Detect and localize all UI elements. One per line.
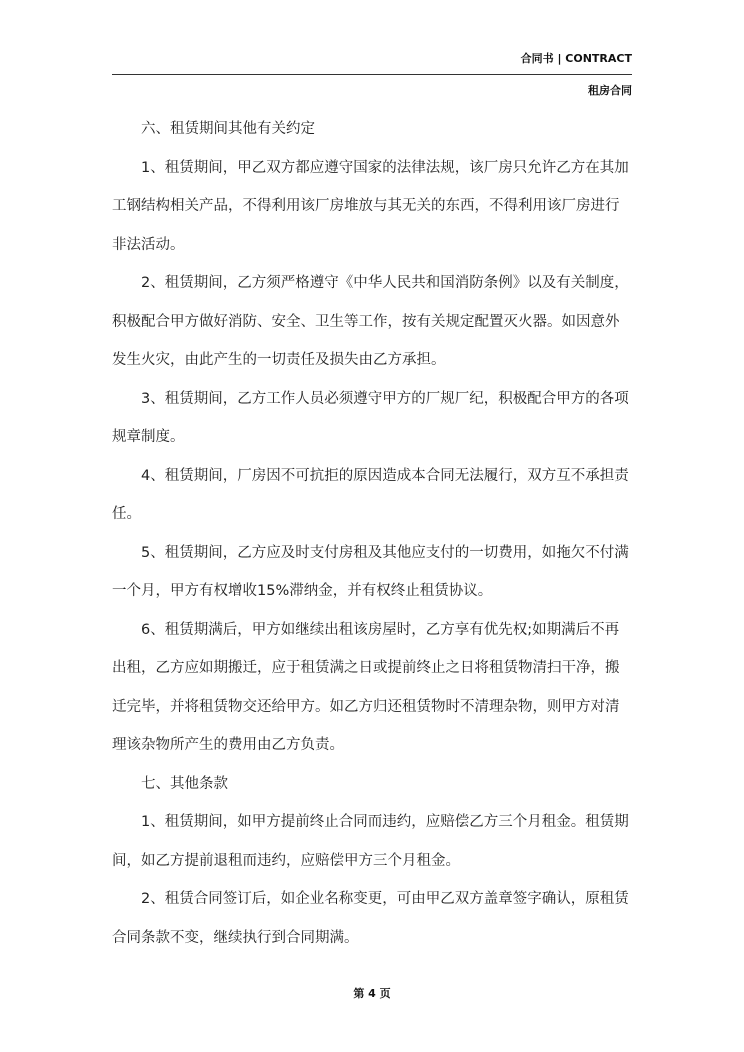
header-divider (112, 74, 632, 75)
section-heading-7: 七、其他条款 (141, 775, 228, 792)
clause-6-1: 1、租赁期间，甲乙双方都应遵守国家的法律法规，该厂房只允许乙方在其加工钢结构相关产品，不得利用该厂房堆放与其无关的东西，不得利用该厂房进行非法活动。 (112, 159, 629, 253)
section-heading-6: 六、租赁期间其他有关约定 (141, 121, 315, 137)
clause-6-6: 6、租赁期满后，甲方如继续出租该房屋时，乙方享有优先权;如期满后不再出租，乙方应如期搬迁，应于租赁满之日或提前终止之日将租赁物清扫干净，搬迁完毕，并将租赁物交还给甲方。如乙方归还租赁物时不清理杂物，则甲方对清理该杂物所产生的费用由乙方负责。 (112, 621, 620, 753)
clause-6-5: 5、租赁期间，乙方应及时支付房租及其他应支付的一切费用，如拖欠不付满一个月，甲方有权增收15%滞纳金，并有权终止租赁协议。 (112, 544, 629, 599)
page-number: 第 4 页 (353, 987, 391, 1000)
clause-6-2: 2、租赁期间，乙方须严格遵守《中华人民共和国消防条例》以及有关制度，积极配合甲方做好消防、安全、卫生等工作，按有关规定配置灭火器。如因意外发生火灾，由此产生的一切责任及损失由乙方承担。 (112, 275, 629, 368)
clause-6-4: 4、租赁期间，厂房因不可抗拒的原因造成本合同无法履行，双方互不承担责任。 (112, 467, 629, 522)
header-subtitle: 租房合同 (588, 84, 632, 97)
clause-6-3: 3、租赁期间，乙方工作人员必须遵守甲方的厂规厂纪，积极配合甲方的各项规章制度。 (112, 390, 629, 445)
clause-7-1: 1、租赁期间，如甲方提前终止合同而违约，应赔偿乙方三个月租金。租赁期间，如乙方提前退租而违约，应赔偿甲方三个月租金。 (112, 814, 629, 869)
page-header (112, 50, 632, 98)
clause-7-2: 2、租赁合同签订后，如企业名称变更，可由甲乙双方盖章签字确认，原租赁合同条款不变，继续执行到合同期满。 (112, 891, 629, 946)
header-label: 合同书 | CONTRACT (520, 52, 632, 65)
document-body (112, 110, 632, 957)
